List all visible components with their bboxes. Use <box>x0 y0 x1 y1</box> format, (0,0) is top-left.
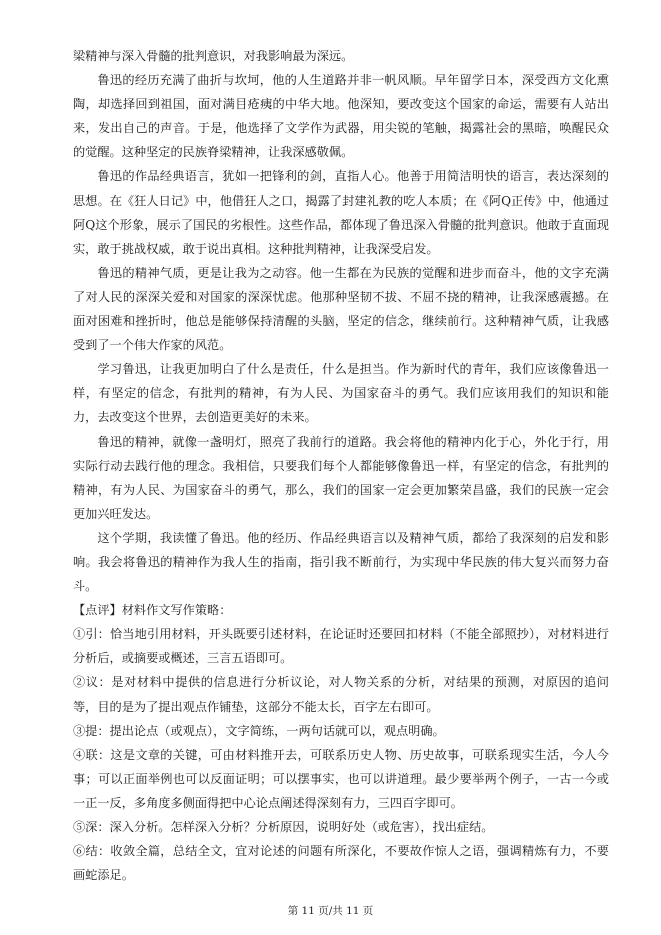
essay-paragraph-7: 这个学期，我读懂了鲁迅。他的经历、作品经典语言以及精神气质，都给了我深刻的启发和影响。我会将鲁迅的精神作为我人生的指南，指引我不断前行，为实现中华民族的伟大复兴而努力奋斗。 <box>73 530 609 594</box>
strategy-item-discuss: ②议：是对材料中提供的信息进行分析议论，对人物关系的分析，对结果的预测，对原因的追问等，目的是为了提出观点作铺垫，这部分不能太长，百字左右即可。 <box>73 675 609 714</box>
commentary-heading: 【点评】材料作文写作策略： <box>73 603 232 618</box>
document-body <box>73 44 609 887</box>
essay-paragraph-6: 鲁迅的精神，就像一盏明灯，照亮了我前行的道路。我会将他的精神内化于心，外化于行，用实际行动去践行他的理念。我相信，只要我们每个人都能够像鲁迅一样，有坚定的信念，有批判的精神，有为人民、为国家奋斗的勇气，那么，我们的国家一定会更加繁荣昌盛，我们的民族一定会更加兴旺发达。 <box>73 434 609 521</box>
strategy-item-deepen: ⑤深：深入分析。怎样深入分析？分析原因，说明好处（或危害），找出症结。 <box>73 820 494 834</box>
essay-paragraph-2: 鲁迅的经历充满了曲折与坎坷，他的人生道路并非一帆风顺。早年留学日本，深受西方文化熏陶，却选择回到祖国，面对满目疮痍的中华大地。他深知，要改变这个国家的命运，需要有人站出来，发出自己的声音。于是，他选择了文学作为武器，用尖锐的笔触，揭露社会的黑暗，唤醒民众的觉醒。这种坚定的民族脊梁精神，让我深感敬佩。 <box>73 73 609 160</box>
strategy-item-cite: ①引：恰当地引用材料，开头既要引述材料，在论证时还要回扣材料（不能全部照抄），对材料进行分析后，或摘要或概述，三言五语即可。 <box>73 627 609 666</box>
page-number-label: 第 11 页/共 11 页 <box>287 905 374 917</box>
strategy-item-connect: ④联：这是文章的关键，可由材料推开去，可联系历史人物、历史故事，可联系现实生活，今人今事；可以正面举例也可以反面证明；可以摆事实，也可以讲道理。最少要举两个例子，一古一今或一正一反，多角度多侧面得把中心论点阐述得深刻有力，三四百字即可。 <box>73 747 609 810</box>
essay-paragraph-1: 梁精神与深入骨髓的批判意识，对我影响最为深远。 <box>73 49 354 63</box>
essay-paragraph-4: 鲁迅的精神气质，更是让我为之动容。他一生都在为民族的觉醒和进步而奋斗，他的文字充满了对人民的深深关爱和对国家的深深忧虑。他那种坚韧不拔、不屈不挠的精神，让我深感震撼。在面对困难和挫折时，他总是能够保持清醒的头脑，坚定的信念，继续前行。这种精神气质，让我感受到了一个伟大作家的风范。 <box>73 265 609 353</box>
essay-paragraph-3: 鲁迅的作品经典语言，犹如一把锋利的剑，直指人心。他善于用简洁明快的语言，表达深刻的思想。在《狂人日记》中，他借狂人之口，揭露了封建礼教的吃人本质；在《阿Q正传》中，他通过阿Q这个形象，展示了国民的劣根性。这些作品，都体现了鲁迅深入骨髓的批判意识。他敢于直面现实，敢于挑战权威，敢于说出真相。这种批判精神，让我深受启发。 <box>73 169 609 256</box>
essay-paragraph-5: 学习鲁迅，让我更加明白了什么是责任，什么是担当。作为新时代的青年，我们应该像鲁迅一样，有坚定的信念，有批判的精神，有为人民、为国家奋斗的勇气。我们应该用我们的知识和能力，去改变这个世界，去创造更美好的未来。 <box>73 362 609 425</box>
strategy-item-conclude: ⑥结：收敛全篇，总结全文，宜对论述的问题有所深化，不要故作惊人之语，强调精炼有力，不要画蛇添足。 <box>73 844 609 883</box>
page-footer <box>0 904 661 918</box>
strategy-item-propose: ③提：提出论点（或观点），文字简练，一两句话就可以，观点明确。 <box>73 723 445 738</box>
